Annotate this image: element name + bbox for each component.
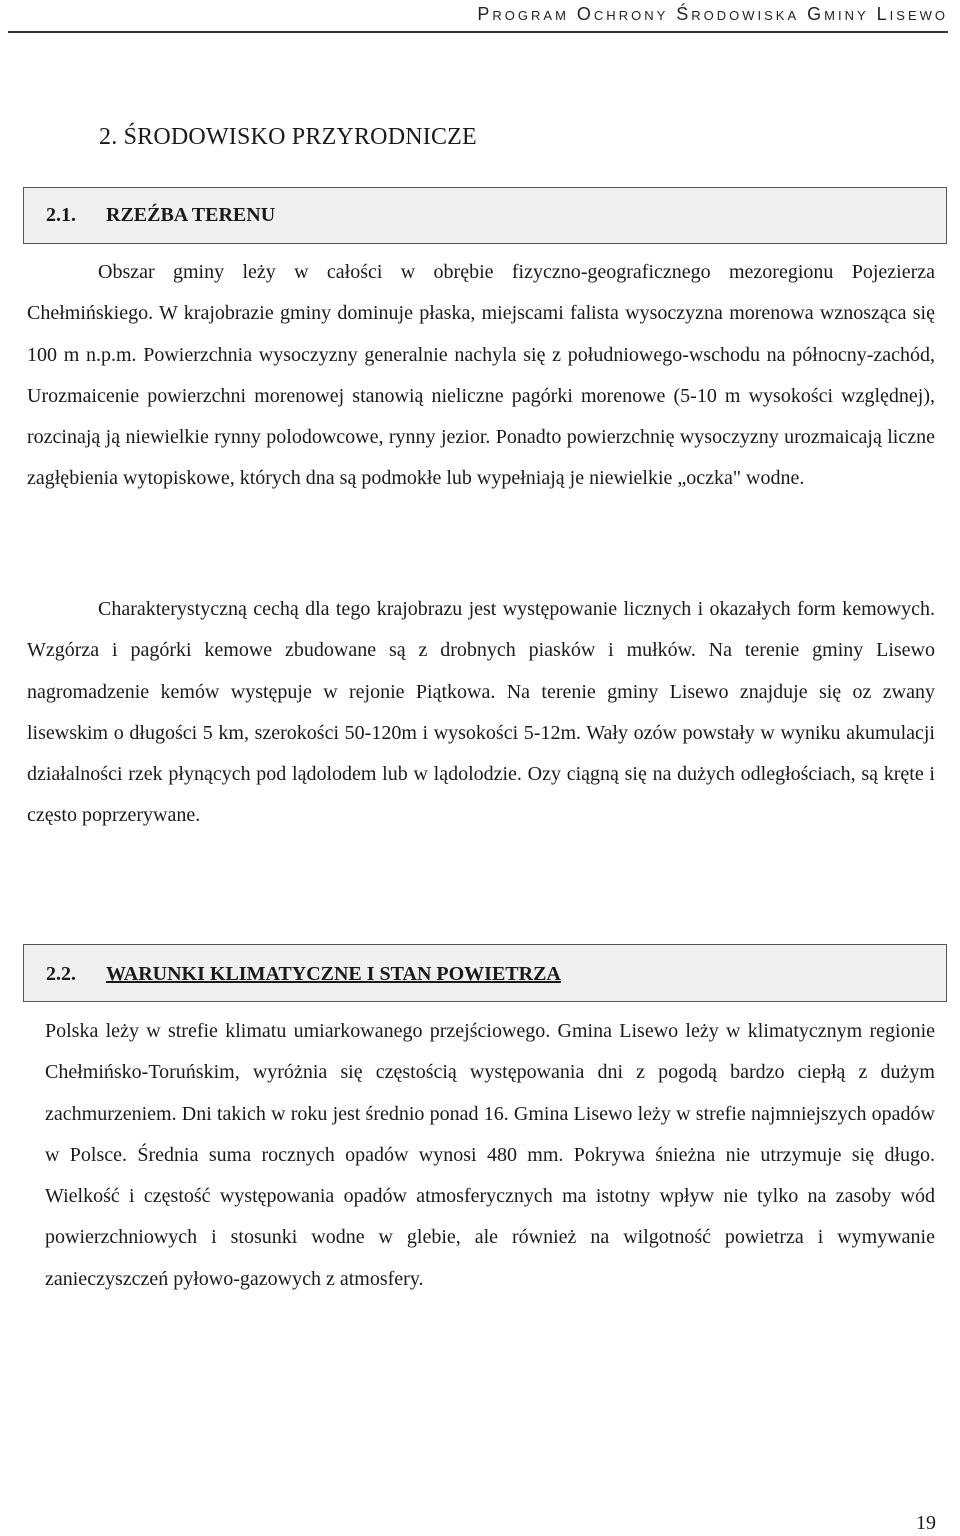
section-number: 2.2. (46, 963, 76, 985)
section-title: WARUNKI KLIMATYCZNE I STAN POWIETRZA (106, 963, 561, 985)
section-heading-relief (23, 187, 947, 244)
paragraph-relief-1: Obszar gminy leży w całości w obrębie fizyczno-geograficznego mezoregionu Pojezierza Chełmińskiego. W krajobrazie gminy dominuje płaska, miejscami falista wysoczyzna morenowa wznosząca się 100 m n.p.m. Powierzchnia wysoczyzny generalnie nachyla się z południowego-wschodu na północny-zachód, Urozmaicenie powierzchni morenowej stanowią nieliczne pagórki morenowe (5-10 m wysokości względnej), rozcinają ją niewielkie rynny polodowcowe, rynny jezior. Ponadto powierzchnię wysoczyzny urozmaicają liczne zagłębienia wytopiskowe, których dna są podmokłe lub wypełniają je niewielkie „oczka" wodne. (27, 261, 935, 490)
chapter-title: 2. ŚRODOWISKO PRZYRODNICZE (99, 124, 477, 150)
section-number: 2.1. (46, 204, 76, 226)
section-title: RZEŹBA TERENU (106, 204, 276, 226)
running-header: Program Ochrony Środowiska Gminy Lisewo (8, 4, 948, 33)
paragraph-relief-2: Charakterystyczną cechą dla tego krajobrazu jest występowanie licznych i okazałych form kemowych. Wzgórza i pagórki kemowe zbudowane są z drobnych piasków i mułków. Na terenie gminy Lisewo nagromadzenie kemów występuje w rejonie Piątkowa. Na terenie gminy Lisewo znajduje się oz zwany lisewskim o długości 5 km, szerokości 50-120m i wysokości 5-12m. Wały ozów powstały w wyniku akumulacji działalności rzek płynących pod lądolodem lub w lądolodzie. Ozy ciągną się na dużych odległościach, są kręte i często poprzerywane. (27, 598, 935, 827)
paragraph-climate-1: Polska leży w strefie klimatu umiarkowanego przejściowego. Gmina Lisewo leży w klimatycznym regionie Chełmińsko-Toruńskim, wyróżnia się częstością występowania dni z pogodą bardzo ciepłą z dużym zachmurzeniem. Dni takich w roku jest średnio ponad 16. Gmina Lisewo leży w strefie najmniejszych opadów w Polsce. Średnia suma rocznych opadów wynosi 480 mm. Pokrywa śnieżna nie utrzymuje się długo. Wielkość i częstość występowania opadów atmosferycznych ma istotny wpływ nie tylko na zasoby wód powierzchniowych i stosunki wodne w glebie, ale również na wilgotność powietrza i wymywanie zanieczyszczeń pyłowo-gazowych z atmosfery. (45, 1020, 935, 1290)
page-number: 19 (916, 1512, 936, 1534)
section-heading-climate (23, 944, 947, 1002)
